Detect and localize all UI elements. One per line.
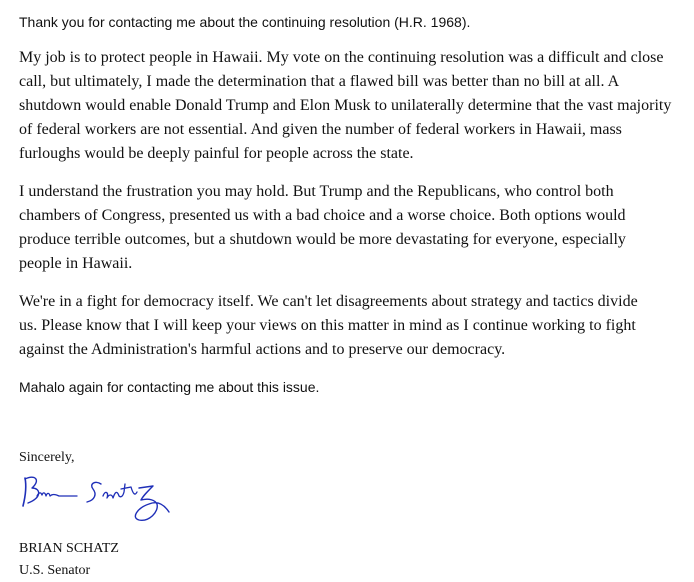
signature-stroke	[135, 486, 169, 520]
signature-stroke	[87, 482, 101, 502]
closing-line: Mahalo again for contacting me about this issue.	[19, 379, 320, 395]
paragraph-3: We're in a fight for democracy itself. We can't let disagreements about strategy and tactics divide us. Please know that I will keep your views on this matter in mind as I continue working to fight against the Administration's harmful actions and to preserve our democracy.	[19, 293, 638, 358]
signoff: Sincerely,	[19, 450, 75, 465]
intro-line: Thank you for contacting me about the continuing resolution (H.R. 1968).	[19, 14, 471, 30]
signature-stroke	[23, 478, 26, 506]
signer-name: BRIAN SCHATZ	[19, 541, 119, 556]
paragraph-2: I understand the frustration you may hold. But Trump and the Republicans, who control both chambers of Congress, presented us with a bad choice and a worse choice. Both options would produce terrible outcomes, but a shutdown would be more devastating for everyone, especially people in Hawaii.	[19, 183, 626, 272]
signature-stroke	[25, 477, 39, 503]
signer-title: U.S. Senator	[19, 563, 91, 578]
paragraph-1: My job is to protect people in Hawaii. My vote on the continuing resolution was a difficult and close call, but ultimately, I made the determination that a flawed bill was better than no bill at all. A shutdown would enable Donald Trump and Elon Musk to unilaterally determine that the vast majority of federal workers are not essential. And given the number of federal workers in Hawaii, mass furloughs would be deeply painful for people across the state.	[19, 49, 672, 162]
signature-stroke	[103, 484, 137, 498]
handwritten-signature	[19, 470, 179, 530]
signature-stroke	[37, 493, 77, 496]
